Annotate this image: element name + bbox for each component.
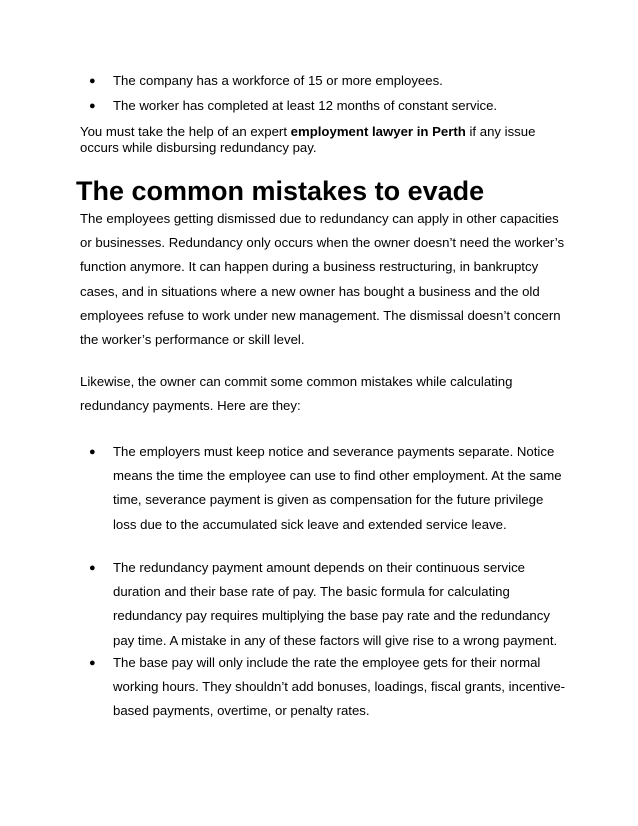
list-item <box>80 556 570 653</box>
list-item <box>80 73 580 89</box>
list-item-text: The employers must keep notice and severance payments separate. Notice means the time the employee can use to find other employment. At the same time, severance payment is given as compensation for the future privilege loss due to the accumulated sick leave and extended service leave. <box>113 444 562 532</box>
list-item <box>80 440 570 537</box>
mistakes-list-1 <box>80 440 570 537</box>
intro-paragraph <box>80 124 560 156</box>
intro-text-after: if any issue occurs while disbursing redundancy pay. <box>80 124 536 155</box>
mistakes-list-3 <box>80 651 570 724</box>
intro-text-before: You must take the help of an expert <box>80 124 291 139</box>
bullet-icon: ● <box>89 100 96 112</box>
section-heading: The common mistakes to evade <box>76 176 485 206</box>
lawyer-link-text: employment lawyer in Perth <box>290 124 466 139</box>
body-paragraph-1: The employees getting dismissed due to redundancy can apply in other capacities or businesses. Redundancy only occurs when the owner doesn’t need the worker’s function anymore. It can happen during a business restructuring, in bankruptcy cases, and in situations where a new owner has bought a business and the old employees refuse to work under new management. The dismissal doesn’t concern the worker’s performance or skill level. <box>80 211 565 348</box>
bullet-icon: ● <box>89 75 96 87</box>
list-item <box>80 651 570 724</box>
requirements-list <box>80 73 580 123</box>
list-item-text: The base pay will only include the rate the employee gets for their normal working hours. They shouldn’t add bonuses, loadings, fiscal grants, incentive-based payments, overtime, or penalty rates. <box>113 655 566 719</box>
list-item <box>80 98 580 114</box>
bullet-icon: ● <box>89 657 96 669</box>
body-paragraph-2: Likewise, the owner can commit some common mistakes while calculating redundancy payments. Here are they: <box>80 374 513 414</box>
list-item-text: The redundancy payment amount depends on their continuous service duration and their base rate of pay. The basic formula for calculating redundancy pay requires multiplying the base pay rate and the redundancy pay time. A mistake in any of these factors will give rise to a wrong payment. <box>113 560 558 648</box>
mistakes-list-2 <box>80 556 570 653</box>
list-item-text: The company has a workforce of 15 or more employees. <box>113 73 443 88</box>
bullet-icon: ● <box>89 446 96 458</box>
list-item-text: The worker has completed at least 12 months of constant service. <box>113 98 498 113</box>
bullet-icon: ● <box>89 562 96 574</box>
